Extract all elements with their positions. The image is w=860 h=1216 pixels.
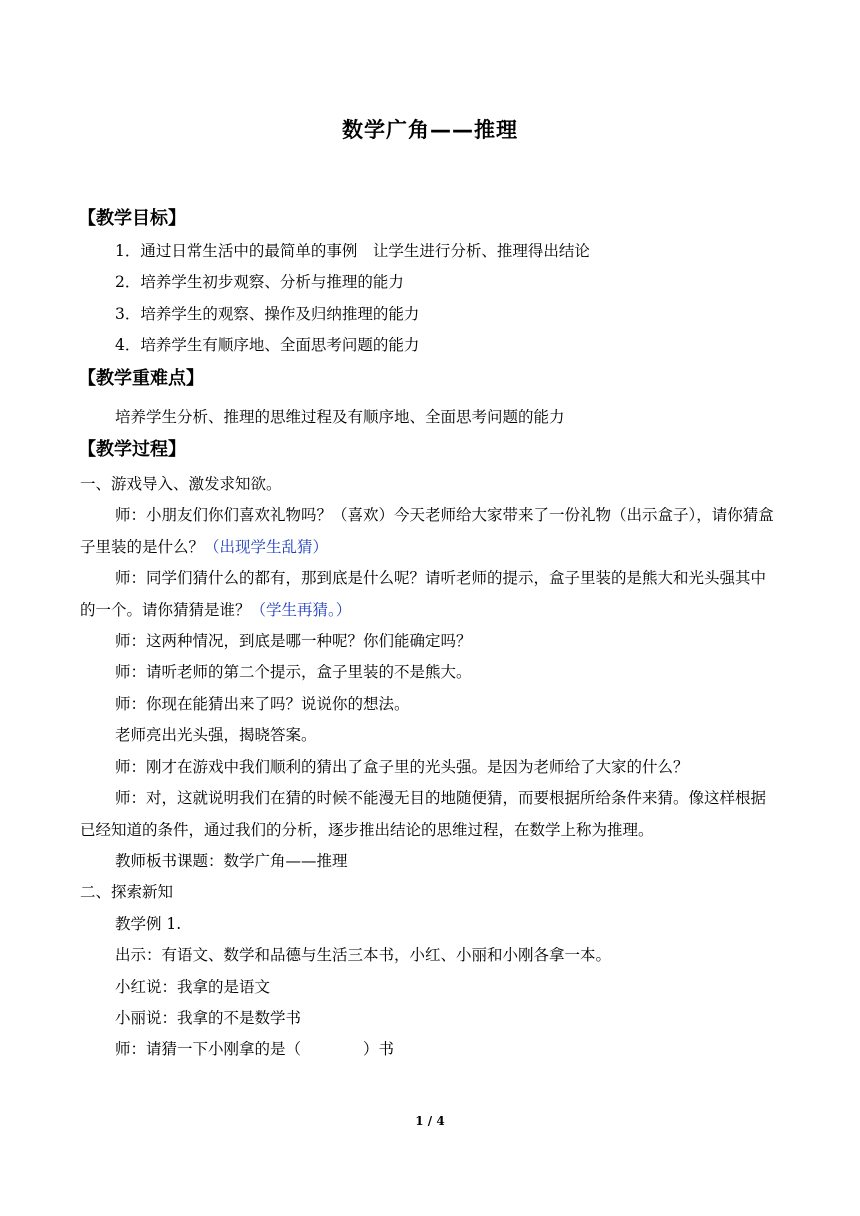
paragraph: 老师亮出光头强，揭晓答案。 <box>115 726 317 745</box>
page-number: 1 / 4 <box>415 1114 445 1128</box>
paragraph: 师：你现在能猜出来了吗？说说你的想法。 <box>115 694 410 713</box>
process-heading: 【教学过程】 <box>78 439 186 461</box>
key-points-heading: 【教学重难点】 <box>78 367 204 389</box>
paragraph-text: 师：小朋友们你们喜欢礼物吗？（喜欢）今天老师给大家带来了一份礼物（出示盒子），请你猜盒子里装的是什么？ <box>80 506 774 556</box>
goal-item: 3．培养学生的观察、操作及归纳推理的能力 <box>115 304 420 323</box>
paragraph <box>80 500 780 563</box>
paragraph: 小丽说：我拿的不是数学书 <box>115 1008 302 1027</box>
paragraph: 教学例 1. <box>115 914 182 933</box>
goals-heading: 【教学目标】 <box>78 208 186 229</box>
paragraph: 师：这两种情况，到底是哪一种呢？你们能确定吗？ <box>115 632 472 651</box>
part2-title: 二、探索新知 <box>80 883 174 902</box>
paragraph: 教师板书课题：数学广角——推理 <box>115 851 348 870</box>
goal-item: 2．培养学生初步观察、分析与推理的能力 <box>115 273 404 292</box>
key-points-text: 培养学生分析、推理的思维过程及有顺序地、全面思考问题的能力 <box>115 407 565 426</box>
paragraph-text: 师：对，这就说明我们在猜的时候不能漫无目的地随便猜，而要根据所给条件来猜。像这样根据已经知道的条件，通过我们的分析，逐步推出结论的思维过程，在数学上称为推理。 <box>80 789 767 839</box>
paragraph <box>80 563 780 626</box>
goal-item: 4．培养学生有顺序地、全面思考问题的能力 <box>115 336 420 355</box>
paragraph: 小红说：我拿的是语文 <box>115 977 271 996</box>
document-title: 数学广角——推理 <box>342 118 518 142</box>
paragraph: 出示：有语文、数学和品德与生活三本书，小红、小丽和小刚各拿一本。 <box>115 946 612 965</box>
paragraph-note: （出现学生乱猜） <box>204 537 329 556</box>
paragraph <box>80 783 780 846</box>
goal-item: 1．通过日常生活中的最简单的事例 让学生进行分析、推理得出结论 <box>115 242 590 260</box>
paragraph-note: （学生再猜。） <box>250 600 352 619</box>
paragraph: 师：请听老师的第二个提示，盒子里装的不是熊大。 <box>115 663 472 682</box>
paragraph-text: 师：同学们猜什么的都有，那到底是什么呢？请听老师的提示，盒子里装的是熊大和光头强其中的一个。请你猜猜是谁？ <box>80 569 767 619</box>
document-body <box>80 202 780 1066</box>
paragraph: 师：刚才在游戏中我们顺利的猜出了盒子里的光头强。是因为老师给了大家的什么？ <box>115 757 689 776</box>
paragraph: 师：请猜一下小刚拿的是（ ）书 <box>115 1040 395 1059</box>
part1-title: 一、游戏导入、激发求知欲。 <box>80 475 282 494</box>
